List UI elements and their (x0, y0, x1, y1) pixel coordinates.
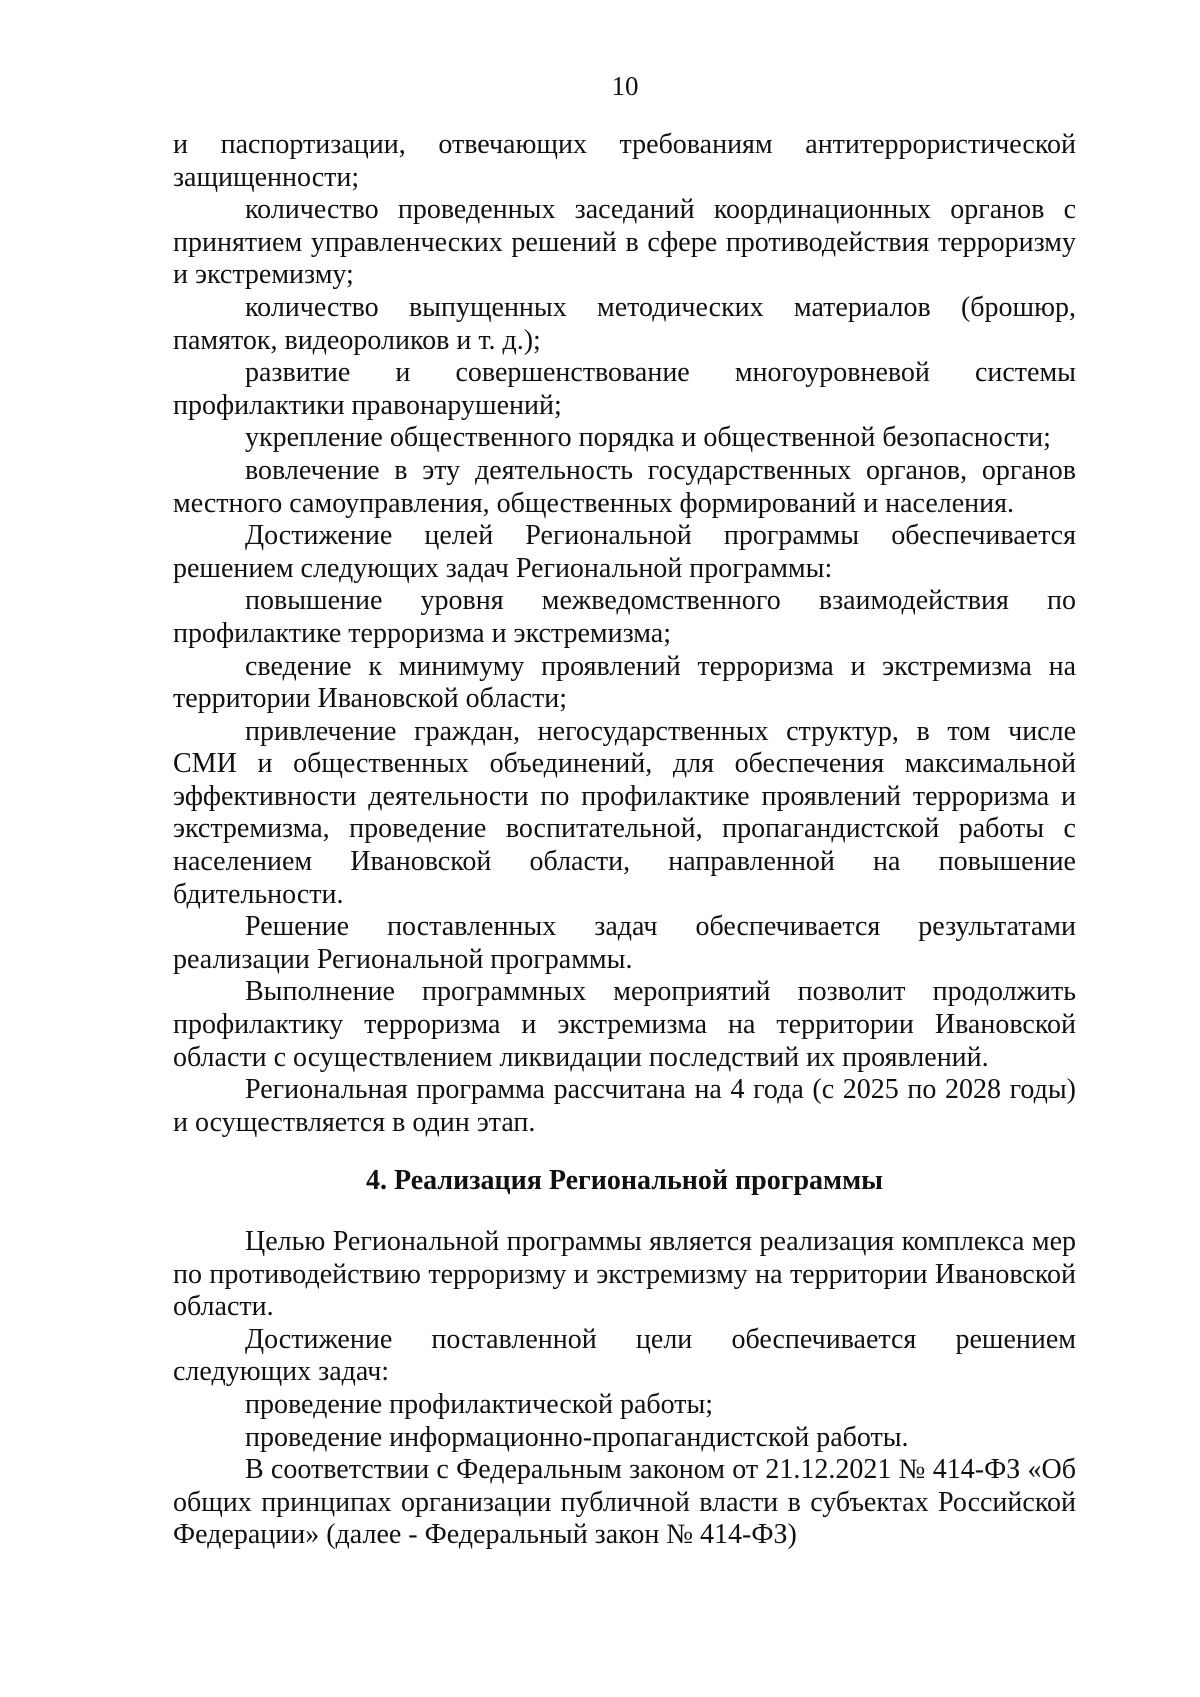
paragraph: и паспортизации, отвечающих требованиям антитеррористической защищенности; (173, 129, 1076, 193)
section-heading: 4. Реализация Региональной программы (365, 1165, 884, 1196)
paragraph: количество выпущенных методических материалов (брошюр, памяток, видеороликов и т. д.); (173, 291, 1076, 356)
section-4-body (173, 1226, 1076, 1552)
paragraph: Решение поставленных задач обеспечивается результатами реализации Региональной программы. (173, 911, 1076, 975)
paragraph: Достижение целей Региональной программы обеспечивается решением следующих задач Региональной программы: (173, 520, 1076, 584)
paragraph: развитие и совершенствование многоуровневой системы профилактики правонарушений; (173, 357, 1076, 421)
section-3-continuation (173, 129, 1076, 1139)
paragraph: проведение информационно-пропагандистской работы. (245, 1421, 909, 1453)
paragraph: Целью Региональной программы является реализация комплекса мер по противодействию терроризму и экстремизму на территории Ивановской области. (173, 1226, 1076, 1323)
paragraph: привлечение граждан, негосударственных структур, в том числе СМИ и общественных объединений, для обеспечения максимальной эффективности деятельности по профилактике проявлений терроризма и экстремизма, проведение воспитательной, пропагандистской работы с населением Ивановской области, направленной на повышение бдительности. (173, 715, 1076, 910)
page-number: 10 (611, 71, 639, 101)
paragraph: Выполнение программных мероприятий позволит продолжить профилактику терроризма и экстремизма на территории Ивановской области с осуществлением ликвидации последствий их проявлений. (173, 976, 1076, 1073)
paragraph: Достижение поставленной цели обеспечивается решением следующих задач: (173, 1323, 1076, 1388)
paragraph: Региональная программа рассчитана на 4 года (с 2025 по 2028 годы) и осуществляется в один этап. (173, 1074, 1076, 1138)
paragraph: количество проведенных заседаний координационных органов с принятием управленческих решений в сфере противодействия терроризму и экстремизму; (173, 194, 1076, 291)
paragraph: проведение профилактической работы; (245, 1388, 714, 1420)
paragraph: вовлечение в эту деятельность государственных органов, органов местного самоуправления, общественных формирований и населения. (173, 454, 1076, 519)
paragraph: повышение уровня межведомственного взаимодействия по профилактике терроризма и экстремизма; (173, 585, 1076, 649)
paragraph: сведение к минимуму проявлений терроризма и экстремизма на территории Ивановской области; (173, 650, 1076, 715)
paragraph: укрепление общественного порядка и общественной безопасности; (245, 422, 1051, 454)
paragraph: В соответствии с Федеральным законом от 21.12.2021 № 414-ФЗ «Об общих принципах организации публичной власти в субъектах Российской Федерации» (далее - Федеральный закон № 414-ФЗ) (173, 1454, 1076, 1551)
